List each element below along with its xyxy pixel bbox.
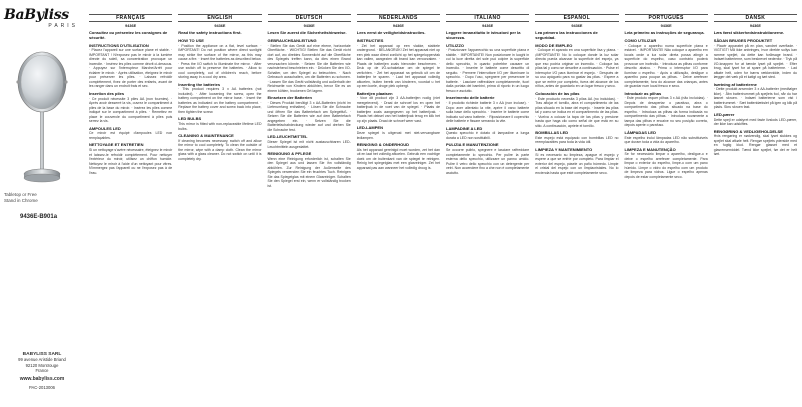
column-language-heading: ITALIANO	[446, 14, 529, 22]
section-title: LED-LEUCHTMITTEL	[267, 134, 308, 140]
section-text: Deze spiegel is uitgerust met niet-vervangbare ledlampen.	[356, 131, 440, 140]
section-text: · Position the appliance on a flat, level surface. · IMPORTANT! Do not position where direct sunlight may strike the surface of the mirror, as this may cause a fire. · Insert the batteries as described below. · Press the I/O switch to illuminate the mirror. · After use switch off to preserve the batteries. · Allow to cool completely, out of children's reach, before storing away in a cool dry area.	[178, 43, 262, 80]
column-intro: Lees eerst de veiligheidsinstructies.	[356, 30, 426, 35]
section-text: Dieser Spiegel ist mit nicht austauschbaren LED-Leuchtmitteln ausgestattet.	[267, 140, 351, 149]
section	[89, 127, 172, 141]
section	[714, 113, 797, 127]
column-language-heading: DEUTSCH	[268, 14, 351, 22]
section	[357, 126, 440, 140]
language-column	[711, 14, 800, 404]
language-column	[443, 14, 532, 404]
section	[535, 92, 618, 128]
section-title: UTILIZZO	[446, 42, 464, 48]
mirror-illustration-icon	[12, 38, 72, 188]
section	[535, 148, 618, 175]
section-text: · Stellen Sie das Gerät auf eine ebene, horizontale Oberfläche. · WICHTIG! Stellen Sie das Gerät nicht dort auf, wo direktes Sonnenlicht auf die Oberfläche des Spiegels treffen kann, da dies einen Brand verursachen könnte. · Setzen Sie die Batterien wie nachstehend beschrieben ein. · Drücken Sie den I/O-Schalter, um den Spiegel zu beleuchten. · Nach Gebrauch ausschalten, um die Batterien zu schonen. · Lassen Sie das Gerät vollständig und außerhalb der Reichweite von Kindern abkühlen, bevor Sie es an einem kühlen, trockenen Ort lagern.	[267, 43, 351, 93]
column-body	[535, 31, 618, 175]
section-title: Insertion des piles	[89, 90, 125, 96]
column-intro: Læs først sikkerhedsinstruktionerne.	[713, 30, 785, 35]
section-title: PULIZIA E MANUTENZIONE	[446, 142, 499, 148]
section	[714, 39, 797, 80]
section	[89, 143, 172, 175]
section-text: Hvis rengøring er nødvendig, skal lyset slukkes og spejlet skal afkøle helt. Rengør spejlets yderside med en fugtig klud. Rengør glasset med et glasrensemiddel. Tænd ikke spejlet, før det er helt tørt.	[713, 134, 797, 157]
section-title: MODO DE EMPLEO	[535, 42, 573, 48]
section-text: Ce miroir est équipé d'ampoules LED non remplaçables.	[89, 131, 173, 140]
section-title: REINIGING & ONDERHOUD	[356, 142, 409, 148]
column-intro: Leggere innanzitutto le istruzioni per la sicurezza.	[446, 30, 521, 40]
section-text: Se occorre pulirlo, spegnere e lasciare raffreddare completamente lo specchio. Per pulire la parte esterna dello specchio, utilizzare un panno umido. Pulire il vetro dello specchio con un detergente per vetri. Non accendere fino a che non è completamente asciutto.	[446, 148, 530, 175]
column-model: 9436E	[660, 24, 672, 28]
caption-line-2: Stand in Chrome	[4, 198, 38, 203]
section-title: Introduzir as pilhas	[624, 90, 662, 96]
caption-line-1: Tabletop or Free	[4, 192, 37, 197]
brand-subtitle: PARIS	[48, 23, 78, 29]
column-model: 9436E	[214, 24, 226, 28]
section	[625, 131, 708, 145]
section	[446, 44, 529, 94]
column-intro: Read the safety instructions first.	[178, 30, 242, 35]
column-model: 9436E	[749, 24, 761, 28]
section	[714, 130, 797, 157]
section	[357, 143, 440, 170]
section-title: Einsetzen der Batterien	[267, 95, 312, 101]
section-title: NETTOYAGE ET ENTRETIEN	[89, 142, 144, 148]
column-intro: Leia primeiro as instruções de segurança.	[624, 30, 705, 35]
section-title: Isætning af batterierne	[713, 81, 757, 87]
company-website[interactable]: www.babyliss.com	[19, 375, 65, 382]
section-title: Batterijen plaatsen	[356, 90, 393, 96]
section-text: Wenn eine Reinigung erforderlich ist, schalten Sie den Spiegel aus und lassen Sie ihn vollständig abkühlen. Zur Reinigung der Außenseite des Spiegels verwenden Sie ein feuchtes Tuch. Reinigen Sie das Spiegelglas mit einem Glasreiniger. Schalten Sie den Spiegel erst ein, wenn er vollständig trocken ist.	[267, 156, 351, 188]
section-title: LED-pærer	[713, 111, 735, 117]
column-language-heading: DANSK	[714, 14, 797, 22]
section	[446, 96, 529, 123]
section-text: · Este producto necesita 3 pilas AA (no incluidas). · Tras aflojar el tornillo, abra el compartimento de las pilas situado en la base del espejo. · Inserte las pilas tal y como se indica en el compartimento de las pilas. · Vuelva a colocar la tapa de las pilas y presione hasta que haga clic como señal de que está en su sitio. A continuación, apriete el tornillo.	[535, 96, 619, 128]
section	[446, 127, 529, 141]
section-text: · Placér apparatet på en plan, vandret overflade. · VIGTIGT! Må ikke anbringes, hvor direkte sollys kan ramme spejlet, da dette kan forårsage brand. · Indsæt batterierne, som beskrevet nedenfor. · Tryk på I/O-knappen for at tænde lyset på spejlet. · Efter brug, skal lyset for at spare på batterierne. · Lad afkøle helt, uden for børns rækkevidde, inden du lægger det væk på et køligt og tørt sted.	[713, 43, 798, 80]
section	[178, 134, 261, 161]
section-text: · Coloque o aparelho numa superfície plana e estável. · IMPORTANTE! Não coloque o aparelho em locais onde a luz solar direta possa atingir a superfície do espelho, caso contrário poderá provocar um incêndio. · Introduza as pilhas conforme descrito abaixo. · Prima o interruptor I/O para iluminar o espelho. · Após a utilização, desligue o aparelho para poupar as pilhas. · Deixe arrefecer completamente, fora do alcance das crianças, antes de guardar num local fresco e seco.	[624, 43, 708, 89]
language-column	[622, 14, 711, 404]
column-model: 9436E	[571, 24, 583, 28]
column-language-heading: PORTUGUÊS	[625, 14, 708, 22]
section-text: · Dette produkt anvender 3 x AA-batterier (medfølger ikke). · Åbn batterirummet på spejlets fod, når du har løsnet skruen. · Indsæt batterierne som vist i batterirummet. · Sæt batteridækslet på igen og klik på plads. Skru skruen fast.	[713, 87, 798, 110]
company-address-1: 99 avenue Aristide Briand	[18, 357, 66, 363]
section	[178, 117, 261, 131]
column-language-heading: NEDERLANDS	[357, 14, 440, 22]
section-title: GEBRAUCHSANLEITUNG	[267, 37, 317, 43]
column-language-heading: ENGLISH	[178, 14, 261, 22]
section	[625, 148, 708, 180]
company-name: BABYLISS SARL	[22, 352, 62, 357]
column-body	[178, 31, 261, 161]
section	[268, 96, 351, 132]
column-model: 9436E	[392, 24, 404, 28]
column-model: 9436E	[125, 24, 137, 28]
section-text: Se for necessário limpar o aparelho, desligue-o e deixe o espelho arrefecer completamente. Para limpar o exterior do espelho, limpe-o com um pano húmido. Limpe o vidro do espelho com um produto de limpeza para vidros. Ligue o espelho apenas depois de estar completamente seco.	[624, 152, 708, 179]
left-panel	[0, 0, 82, 407]
section	[625, 39, 708, 89]
section-title: Inserting the batteries	[178, 81, 221, 87]
section-text: Dette spejl er udstyret med faste livslods LED-pærer, der ikke kan udskiftes.	[713, 117, 797, 127]
section-title: COMO UTILIZAR	[624, 37, 657, 43]
section-title: LIMPEZA E MANUTENÇÃO	[624, 146, 676, 152]
column-model: 9436E	[303, 24, 315, 28]
section-title: LAMPADINE A LED	[446, 125, 483, 131]
column-body	[446, 31, 529, 175]
section-text: · Voor dit product zijn 3 AA-batterijen nodig (niet meegeleverd). · Draai de schroef los en open het batterijvak in de voet van de spiegel. · Plaats de batterijen zoals aangegeven op het batterijvak. · Plaats het deksel van het batterijvak terug en klik het op zijn plaats. Draai de schroef weer vast.	[356, 96, 440, 123]
section-text: Este espejo está equipado con bombillas LED no reemplazables para toda la vida útil.	[535, 135, 619, 145]
column-intro: Consultez ou présentez les consignes de sécurité.	[89, 30, 168, 40]
section-title: INSTRUCTIES	[356, 37, 384, 43]
section	[178, 83, 261, 115]
section-title: HOW TO USE	[178, 37, 204, 43]
section	[446, 143, 529, 175]
section-title: Colocación de las pilas	[535, 90, 580, 96]
column-intro: Lea primero las instrucciones de seguridad.	[535, 30, 598, 40]
section-text: If cleaning becomes necessary, switch off and allow the mirror to cool completely. To clean the outside of the mirror, wipe with a damp cloth. Clean the mirror glass with a glass cleaner. Do not switch on until it is completely dry.	[178, 138, 262, 161]
section-title: RENGØRING & VEDLIGEHOLDELSE	[713, 128, 783, 134]
company-info	[4, 352, 80, 390]
section-title: LED-LAMPEN	[356, 125, 383, 131]
column-language-heading: ESPAÑOL	[535, 14, 618, 22]
language-column	[175, 14, 264, 404]
column-body	[89, 31, 172, 175]
section-title: SÅDAN BRUGES PRODUKTET	[713, 37, 773, 43]
section	[268, 135, 351, 149]
column-body	[268, 31, 351, 188]
section-text: This mirror is fitted with non-replaceable lifetime LED bulbs.	[178, 122, 262, 131]
section	[625, 92, 708, 128]
column-body	[625, 31, 708, 179]
section-title: Inserimento delle batterie	[446, 95, 495, 101]
section-title: BOMBILLAS LED	[535, 130, 569, 136]
section-text: · This product requires 3 x AA batteries (not included). · After loosening the screw, open the battery compartment on the mirror base. · Insert the batteries as indicated on the battery compartment. · Replace the battery cover and screw back into place, then tighten the screw.	[178, 87, 262, 114]
section-text: · Coloque el aparato en una superficie lisa y plana. · ¡IMPORTANTE! No lo coloque donde la luz solar directa pueda alcanzar la superficie del espejo, ya que eso podría originar un incendio. · Coloque las pilas tal y como se describe a continuación. · Pulse el interruptor I/O para iluminar el espejo. · Después de su uso apáguelo para no gastar las pilas. · Espere a que se enfríe por completo, fuera del alcance de los niños, antes de guardarlo en un lugar fresco y seco.	[535, 48, 619, 89]
section	[89, 44, 172, 89]
brand-logo	[4, 8, 80, 29]
company-country: France	[35, 368, 49, 374]
document-reference: PAC-2013006	[29, 385, 55, 391]
language-column	[532, 14, 621, 404]
company-address-2: 92120 Montrouge	[25, 362, 59, 368]
section	[357, 39, 440, 89]
section	[357, 92, 440, 124]
section	[714, 83, 797, 110]
column-model: 9436E	[482, 24, 494, 28]
section-title: LIMPIEZA Y MANTENIMIENTO	[535, 146, 593, 152]
section-text: Als het apparaat gereinigd moet worden, zet het dan uit en laat het volledig afkoelen. Gebruik een vochtige doek om de buitenkant van de spiegel te reinigen. Reinig het spiegelglas met een glasreiniger. Zet het apparaat pas aan wanneer het volledig droog is.	[356, 147, 440, 170]
section	[89, 92, 172, 124]
section	[268, 39, 351, 93]
language-column	[354, 14, 443, 404]
section	[535, 44, 618, 89]
section-title: AMPOULES LED	[89, 125, 121, 131]
section-text: Si es necesario su limpieza, apague el espejo y espere a que se enfríe por completo. Para limpiar el exterior del espejo, pásele un paño húmedo. Limpie el cristal del espejo con un limpiacristales. No lo encienda hasta que esté completamente seco.	[535, 152, 619, 175]
section-text: Si un nettoyage s'avère nécessaire, éteignez le miroir et laissez-le refroidir complètement. Pour nettoyer l'extérieur du miroir, utilisez un chiffon humide. Nettoyez le miroir à l'aide d'un nettoyant pour vitres. N'immergez pas l'appareil ou ne l'exposez pas à de l'eau.	[89, 148, 173, 175]
section-title: REINIGUNG & PFLEGE	[267, 151, 312, 157]
section-text: Questo specchio è dotato di lampadine a lunga durata a LED non sostituibili.	[446, 131, 530, 140]
language-columns	[86, 14, 800, 404]
section-text: · Zet het apparaat op een vlakke, stabiele ondergrond. · BELANGRIJK! Zet het apparaat niet op een plek waar direct zonlicht op het spiegeloppervlak kan vallen, aangezien dit brand kan veroorzaken. · Plaats de batterijen zoals hieronder beschreven. · Druk op de I/O-schakelaar om de spiegel te verlichten. · Zet het apparaat na gebruik uit om de batterijen te sparen. · Laat het apparaat volledig afkoelen, buiten bereik van kinderen, voordat u het op een koele, droge plek opbergt.	[356, 43, 440, 89]
section	[178, 39, 261, 80]
column-intro: Lesen Sie zuerst die Sicherheitshinweise.	[267, 30, 347, 35]
section-text: · Placez l'appareil sur une surface plane et stable. · IMPORTANT ! N'exposez pas le miroir à la lumière directe du soleil, sa concentration provoque un incendie. · Insérez les piles comme décrit ci-dessous. · Appuyez sur l'interrupteur Marche/Arrêt pour éclairer le miroir. · Après utilisation, éteignez le miroir pour préserver les piles. · Laissez refroidir complètement, fixez de porter des enfants, avant de les ranger dans un endroit frais et sec.	[89, 48, 173, 89]
section	[535, 131, 618, 145]
language-column	[86, 14, 175, 404]
section-text: · Il prodotto richiede batterie 3 x AA (non incluse). · Dopo aver allentato la vite, aprire il vano batterie sulla base dello specchio. · Inserire le batterie come indicato sul vano batterie. · Riposizionare il coperchio delle batterie e fissare serrando la vite.	[446, 101, 530, 124]
brand-name: BaByliss	[4, 7, 69, 23]
section-text: · Este produto requer pilhas 3 x AA (não incluídas). · Depois de desapertar o parafuso, abra o compartimento das pilhas situado na base do espelho. · Introduza as pilhas da forma indicada no compartimento das pilhas. · Introduza novamente a tampa das pilhas e encaixe no seu posição correta, depois aperte o parafuso.	[624, 96, 708, 128]
section-text: · Ce produit nécessite 3 piles AA (non fournies). · Après avoir desserré la vis, ouvrez le compartiment à piles de la base du miroir. · Insérez les piles comme indiqué sur le compartiment à piles. · Remettez en place le couvercle du compartiment à piles puis serrez la vis.	[89, 96, 173, 124]
section-title: LED BULBS	[178, 116, 202, 122]
column-body	[714, 31, 797, 157]
language-column	[265, 14, 354, 404]
section-text: · Posizionare l'apparecchio su una superficie piana e stabile. · IMPORTANTE! Non posizionare in luoghi in cui la luce diretta del sole può colpire la superficie dello specchio, in quanto potrebbe causare un incendio. · Inserire le batterie come descritto di seguito. · Premere l'interruttore I/O per illuminare lo specchio. · Dopo l'uso, spegnere per preservare le batterie. · Lasciare raffreddare completamente, fuori dalla portata dei bambini, prima di riporlo in un luogo fresco e asciutto.	[446, 48, 530, 93]
section-title: INSTRUCTIONS D'UTILISATION	[89, 42, 149, 48]
section-title: CLEANING & MAINTENANCE	[178, 133, 234, 139]
model-number: 9436E-B901a	[20, 214, 58, 220]
column-language-heading: FRANÇAIS	[89, 14, 172, 22]
product-caption	[4, 192, 74, 204]
section-title: LÂMPADAS LED	[624, 129, 656, 135]
section	[268, 152, 351, 188]
column-body	[357, 31, 440, 170]
section-text: · Dieses Produkt benötigt 3 x AA-Batterien (nicht im Lieferumfang enthalten). · Lösen Sie die Schraube und öffnen Sie das Batteriefach am Spiegelfuß. · Setzen Sie die Batterien wie auf dem Batteriefach angegeben ein. · Setzen Sie die Batteriefachabdeckung wieder auf und drehen Sie die Schraube fest.	[267, 100, 351, 132]
section-text: Este espelho inclui lâmpadas LED não substituíveis que duram toda a vida do aparelho.	[624, 135, 708, 145]
